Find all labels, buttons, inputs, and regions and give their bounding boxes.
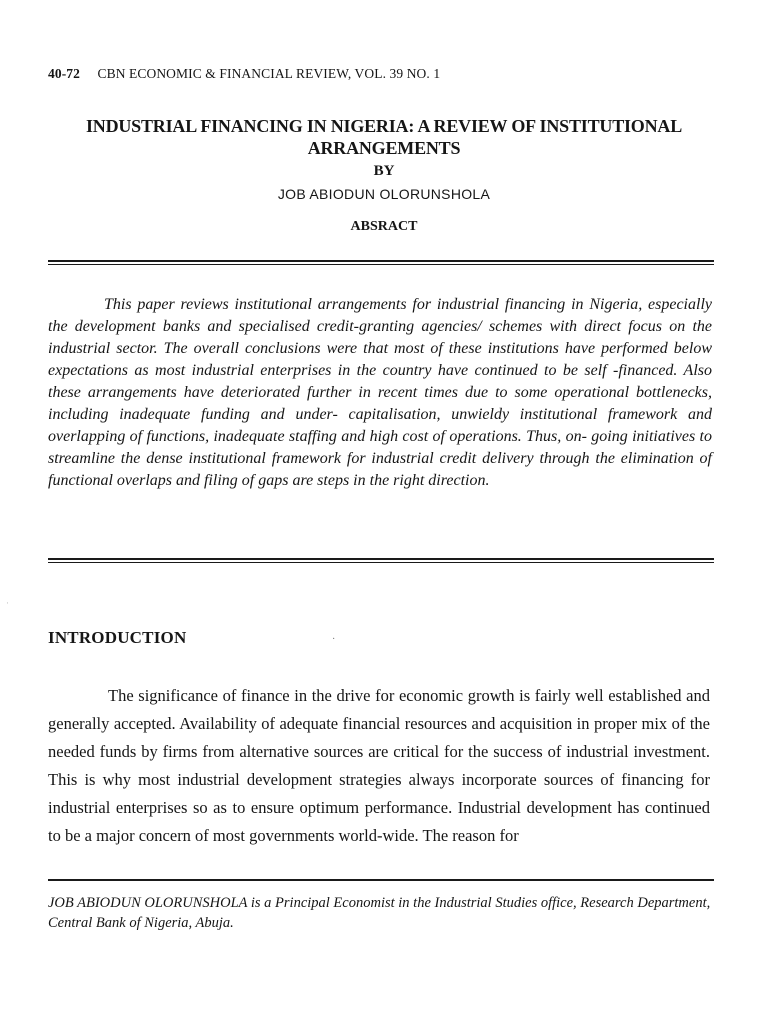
scan-mark: · <box>6 598 9 608</box>
footnote-rule <box>48 879 714 881</box>
article-title: INDUSTRIAL FINANCING IN NIGERIA: A REVIEW OF INSTITUTIONAL ARRANGEMENTS <box>85 116 683 158</box>
abstract-text: This paper reviews institutional arrangements for industrial financing in Nigeria, especially the development banks and specialised credit-granting agencies/ schemes with direct focus on the industrial sector. The overall conclusions were that most of these institutions have performed below expectations as most industrial enterprises in the country have continued to be self -financed. Also these arrangements have deteriorated further in recent times due to some operational bottlenecks, including inadequate funding and under- capitalisation, unwieldy institutional framework and overlapping of functions, inadequate staffing and high cost of operations. Thus, on- going initiatives to streamline the dense institutional framework for industrial credit delivery through the elimination of functional overlaps and filing of gaps are steps in the right direction. <box>48 296 712 489</box>
scan-speck: · <box>332 634 336 645</box>
introduction-paragraph: The significance of finance in the drive for economic growth is fairly well established and generally accepted. Availability of adequate financial resources and acquisition in proper mix of the needed funds by firms from alternative sources are critical for the success of industrial investment. This is why most industrial development strategies always incorporate sources of financing for industrial enterprises so as to ensure optimum performance. Industrial development has continued to be a major concern of most governments world-wide. The reason for <box>48 686 710 845</box>
abstract-top-rule-thin <box>48 264 714 265</box>
author-footnote: JOB ABIODUN OLORUNSHOLA is a Principal Economist in the Industrial Studies office, Research Department, Central Bank of Nigeria, Abuja. <box>48 895 711 931</box>
abstract-top-rule <box>48 260 714 262</box>
introduction-heading: INTRODUCTION <box>48 628 187 647</box>
abstract-bottom-rule-thin <box>48 562 714 563</box>
abstract-heading: ABSRACT <box>350 219 418 234</box>
running-header <box>48 66 440 82</box>
page-number: 40-72 <box>48 66 80 81</box>
journal-name: CBN ECONOMIC & FINANCIAL REVIEW, VOL. 39 NO. 1 <box>97 66 441 81</box>
byline-label: BY <box>373 163 395 179</box>
author-name: JOB ABIODUN OLORUNSHOLA <box>277 186 491 202</box>
abstract-bottom-rule <box>48 558 714 560</box>
